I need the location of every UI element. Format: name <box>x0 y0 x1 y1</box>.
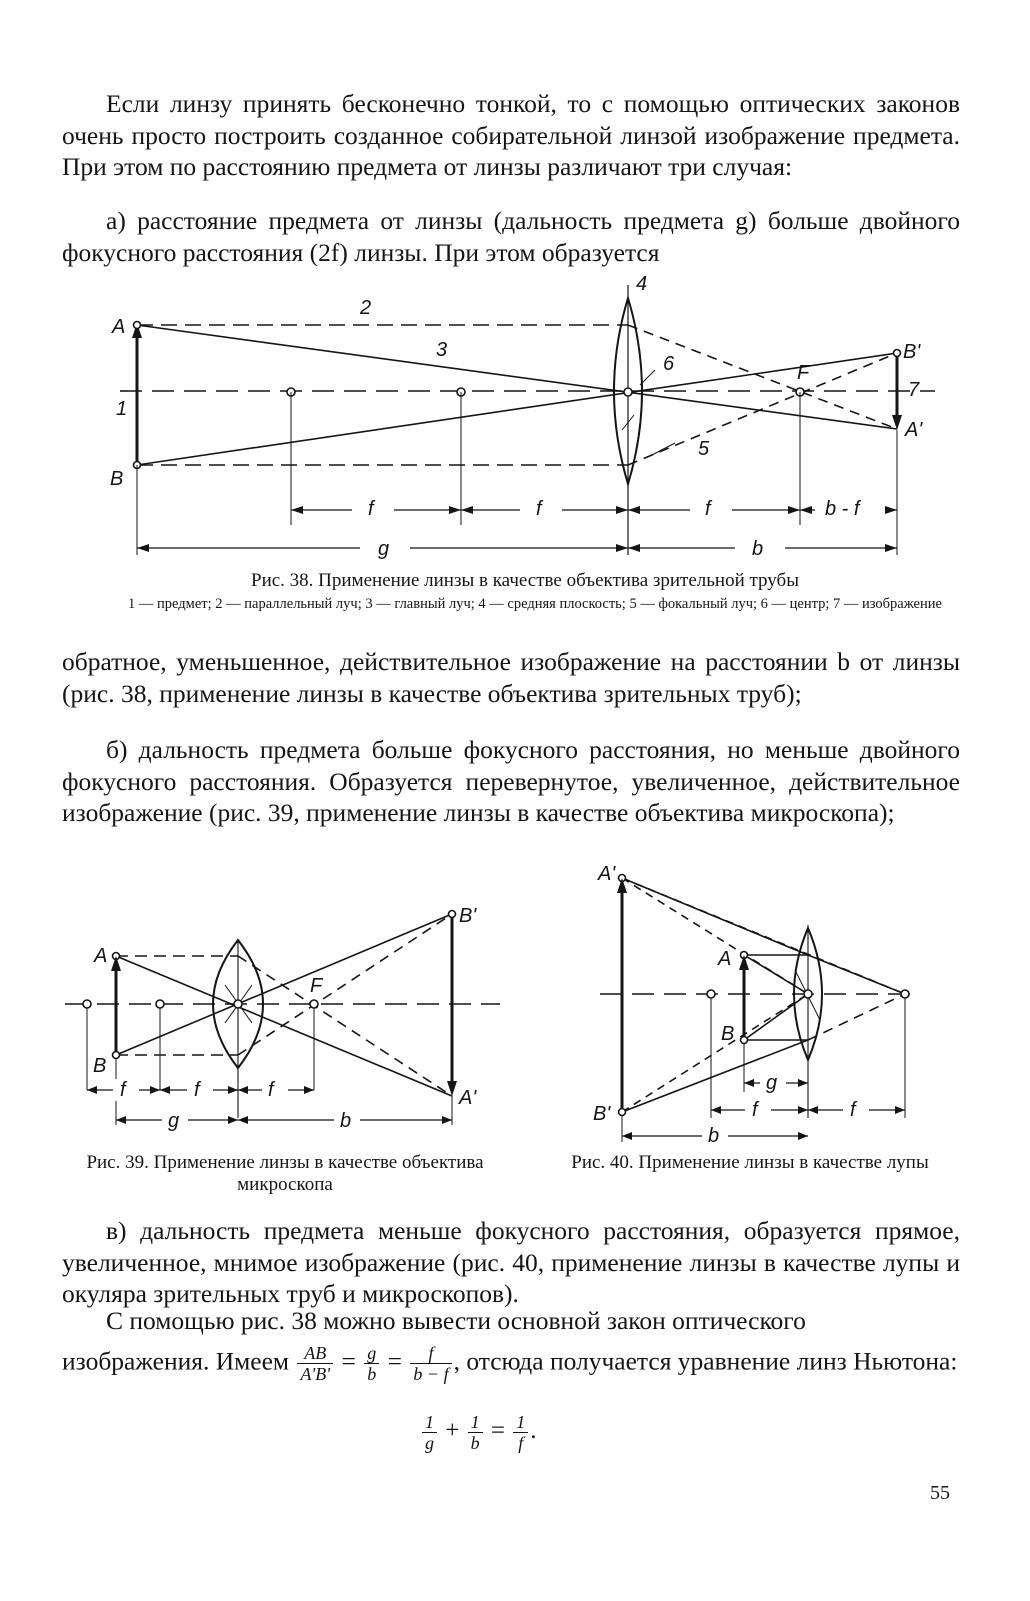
fig38-dim-b: b <box>752 538 764 560</box>
fig38-caption-text: Рис. 38. Применение линзы в качестве объектива зрительной трубы <box>251 570 799 591</box>
fig38-label-4: 4 <box>636 273 648 295</box>
intro-text: Если линзу принять бесконечно тонкой, то с помощью оптических законов очень просто построить созданное собирательной линзой изображение предмета. При этом по расстоянию предмета от линзы различают три случая: <box>62 89 960 181</box>
newton-term-g-num: 1 <box>422 1412 437 1433</box>
newton-equation <box>420 1412 536 1453</box>
law-text-2: , отсюда получается уравнение линз Ньютона: <box>453 1346 958 1376</box>
newton-term-b-num: 1 <box>468 1412 483 1433</box>
fig38-label-B: B <box>110 468 124 490</box>
fig38-dim-bf: b - f <box>825 498 860 520</box>
fig39-label-B: B <box>93 1055 107 1077</box>
fig38-label-2: 2 <box>360 297 372 319</box>
newton-term-g-den: g <box>425 1433 434 1453</box>
page-number: 55 <box>930 1482 950 1504</box>
fig38-dim-g: g <box>378 538 390 560</box>
fig38-label-3: 3 <box>436 339 448 361</box>
fig39-caption-text: Рис. 39. Применение линзы в качестве объектива микроскопа <box>86 1152 484 1195</box>
fig38-label-7: 7 <box>908 379 920 401</box>
case-b-text: б) дальность предмета больше фокусного расстояния, но меньше двойного фокусного расстояния. Образуется перевернутое, увеличенное, действительное изображение (рис. 39, применение линзы в качестве объектива микроскопа); <box>62 735 960 827</box>
fig40-caption <box>540 1152 960 1174</box>
case-a-text: а) расстояние предмета от линзы (дальность предмета g) больше двойного фокусного расстояния (2f) линзы. При этом образуется <box>62 206 960 267</box>
fig38-label-5: 5 <box>698 438 710 460</box>
fig39-label-F: F <box>310 975 323 997</box>
fig38-dim-f2: f <box>536 498 542 520</box>
paragraph-law-intro <box>62 1305 960 1337</box>
fig38-label-1: 1 <box>116 398 128 420</box>
fraction-ab-num: AB <box>297 1343 333 1364</box>
fig39-label-A: A <box>94 945 108 967</box>
fig40-dim-f2: f <box>850 1099 856 1121</box>
eq-sign-1: = <box>341 1346 356 1376</box>
fraction-fbf-num: f <box>410 1343 451 1364</box>
fig40-label-A: A <box>718 948 732 970</box>
newton-term-b <box>468 1412 483 1453</box>
newton-term-f <box>513 1412 528 1453</box>
fig38-label-A: A <box>112 316 126 338</box>
newton-plus: + <box>445 1417 460 1445</box>
newton-eq: = <box>490 1417 505 1445</box>
eq-sign-2: = <box>387 1346 403 1376</box>
fig40-label-B-img: B' <box>593 1103 611 1125</box>
fraction-gb <box>364 1343 379 1384</box>
fraction-ab <box>297 1343 333 1384</box>
fig39-dim-f1: f <box>120 1079 126 1101</box>
fig38-dim-f1: f <box>368 498 374 520</box>
newton-term-f-den: f <box>518 1433 524 1453</box>
newton-term-b-den: b <box>470 1433 480 1453</box>
fig38-dim-f3: f <box>705 498 711 520</box>
fig38-legend-text: 1 — предмет; 2 — параллельный луч; 3 — главный луч; 4 — средняя плоскость; 5 — фокальный луч; 6 — центр; 7 — изображение <box>128 596 942 612</box>
newton-end: . <box>530 1417 537 1445</box>
fig39-dim-g: g <box>168 1110 180 1132</box>
fig39-dim-f2: f <box>194 1079 200 1101</box>
case-a-cont-text: обратное, уменьшенное, действительное изображение на расстоянии b от линзы (рис. 38, применение линзы в качестве объектива зрительных труб); <box>62 647 960 708</box>
fraction-gb-num: g <box>364 1343 379 1364</box>
fig38-label-F: F <box>797 362 810 384</box>
paragraph-case-c <box>62 1215 960 1310</box>
fraction-ab-den: A'B' <box>300 1364 331 1384</box>
fig40-caption-text: Рис. 40. Применение линзы в качестве лупы <box>571 1152 929 1173</box>
fig40-label-A-img: A' <box>598 863 616 885</box>
fig39-dim-f3: f <box>268 1079 274 1101</box>
fraction-fbf-den: b − f <box>413 1364 449 1384</box>
newton-term-f-num: 1 <box>513 1412 528 1433</box>
fig39-label-B-img: B' <box>459 905 477 927</box>
fig40-label-B: B <box>721 1023 735 1045</box>
law-text-1: изображения. Имеем <box>62 1346 290 1376</box>
newton-term-g <box>422 1412 437 1453</box>
case-c-text: в) дальность предмета меньше фокусного расстояния, образуется прямое, увеличенное, мнимое изображение (рис. 40, применение линзы в качестве лупы и окуляра зрительных труб и микроскопов). <box>62 1216 960 1308</box>
paragraph-law <box>62 1343 960 1384</box>
fig40-dim-f1: f <box>752 1099 758 1121</box>
fraction-gb-den: b <box>367 1364 377 1384</box>
fig40-dim-g: g <box>766 1072 778 1094</box>
law-intro-text: С помощью рис. 38 можно вывести основной закон оптического <box>106 1306 806 1335</box>
fig40-dim-b: b <box>708 1125 720 1147</box>
fig38-label-A-img: A' <box>905 419 923 441</box>
fraction-fbf <box>410 1343 451 1384</box>
fig39-label-A-img: A' <box>459 1087 477 1109</box>
fig39-dim-b: b <box>340 1110 352 1132</box>
fig38-label-6: 6 <box>663 353 675 375</box>
fig38-label-B-img: B' <box>903 341 921 363</box>
